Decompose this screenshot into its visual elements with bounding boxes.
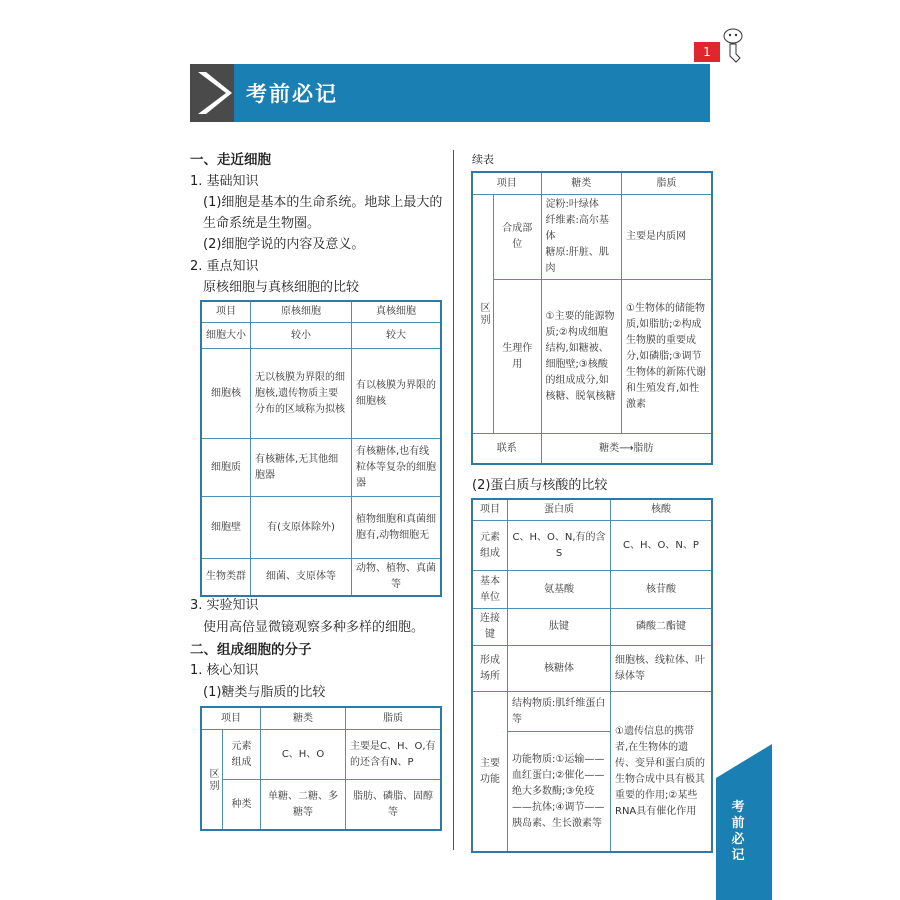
- table-cell: 无以核膜为界限的细胞核,遗传物质主要分布的区域称为拟核: [251, 349, 352, 439]
- table-header: 脂质: [622, 173, 712, 195]
- table-cell: 淀粉:叶绿体 纤维素:高尔基体 糖原:肝脏、肌肉: [541, 195, 621, 280]
- table-header: 项目: [202, 302, 251, 323]
- table-header: 项目: [473, 173, 542, 195]
- table-cell: 联系: [473, 434, 542, 464]
- table-cell: 肽键: [508, 609, 611, 646]
- chevron-right-icon: [190, 64, 234, 122]
- table-cell: 生物类群: [202, 559, 251, 596]
- table-header: 核酸: [611, 500, 712, 521]
- table-cell: 较大: [352, 323, 441, 349]
- paragraph: 生命系统是生物圈。: [203, 216, 321, 231]
- paragraph: (1)糖类与脂质的比较: [203, 685, 326, 700]
- table-cell: 连接键: [473, 609, 508, 646]
- table-header: 糖类: [541, 173, 621, 195]
- table-cell: 有以核膜为界限的细胞核: [352, 349, 441, 439]
- side-tab-label: 考前必记: [731, 800, 745, 863]
- table-cell: 生理作用: [494, 280, 542, 434]
- table-cell: ①主要的能源物质;②构成细胞结构,如糖被、细胞壁;③核酸的组成成分,如核糖、脱氧核糖: [541, 280, 621, 434]
- table-cell: 有核糖体,无其他细胞器: [251, 439, 352, 497]
- subheading: 1. 核心知识: [190, 663, 259, 678]
- column-divider: [453, 150, 454, 850]
- table-cell: 磷酸二酯键: [611, 609, 712, 646]
- table-cell: 种类: [223, 780, 261, 830]
- subheading: 3. 实验知识: [190, 598, 259, 613]
- table-cell: 元素组成: [223, 730, 261, 780]
- page-title: 考前必记: [246, 82, 338, 106]
- table-cell: C、H、O、N,有的含S: [508, 521, 611, 571]
- table-cell: 功能物质:①运输——血红蛋白;②催化——绝大多数酶;③免疫——抗体;④调节——胰岛素、生长激素等: [508, 732, 611, 852]
- table-header: 原核细胞: [251, 302, 352, 323]
- table-cell: 结构物质:肌纤维蛋白等: [508, 692, 611, 732]
- table-cell: 动物、植物、真菌等: [352, 559, 441, 596]
- table-cell: C、H、O、N、P: [611, 521, 712, 571]
- table-cell: 有(支原体除外): [251, 497, 352, 559]
- table-cell: C、H、O: [261, 730, 346, 780]
- sugar-lipid-table-continued: [472, 172, 712, 464]
- table-group-label: 区别: [202, 730, 223, 830]
- paragraph: (1)细胞是基本的生命系统。地球上最大的: [203, 195, 443, 210]
- cell-comparison-table: [201, 301, 441, 596]
- subheading: 2. 重点知识: [190, 259, 259, 274]
- table-cell: 细胞核: [202, 349, 251, 439]
- table-cell: 细胞大小: [202, 323, 251, 349]
- protein-nucleic-table: [472, 499, 712, 852]
- table-cell: 氨基酸: [508, 571, 611, 609]
- table-group-label: 区别: [473, 195, 494, 434]
- table-cell: 基本单位: [473, 571, 508, 609]
- table-cell: 植物细胞和真菌细胞有,动物细胞无: [352, 497, 441, 559]
- table-cell: 合成部位: [494, 195, 542, 280]
- table-header: 项目: [473, 500, 508, 521]
- table-cell: 形成场所: [473, 646, 508, 692]
- table-cell: 主要是C、H、O,有的还含有N、P: [346, 730, 441, 780]
- table-cell: 糖类⟶脂肪: [541, 434, 711, 464]
- table-header: 脂质: [346, 708, 441, 730]
- table-cell: 主要是内质网: [622, 195, 712, 280]
- table-header: 真核细胞: [352, 302, 441, 323]
- mascot-icon: [722, 26, 744, 70]
- table-cell: 细胞质: [202, 439, 251, 497]
- section-heading: 一、走近细胞: [190, 152, 271, 168]
- table-header: 糖类: [261, 708, 346, 730]
- subheading: 1. 基础知识: [190, 174, 259, 189]
- paragraph: (2)细胞学说的内容及意义。: [203, 237, 365, 252]
- page-number: 1: [694, 42, 720, 62]
- table-cell: 细胞壁: [202, 497, 251, 559]
- table-cell: 核糖体: [508, 646, 611, 692]
- table-cell: 元素组成: [473, 521, 508, 571]
- table-cell: 核苷酸: [611, 571, 712, 609]
- paragraph: 使用高倍显微镜观察多种多样的细胞。: [203, 620, 425, 635]
- table-cell: ①生物体的储能物质,如脂肪;②构成生物膜的重要成分,如磷脂;③调节生物体的新陈代谢和生殖发育,如性激素: [622, 280, 712, 434]
- table-cell: 较小: [251, 323, 352, 349]
- continued-label: 续表: [472, 153, 494, 166]
- table-cell: 主要功能: [473, 692, 508, 852]
- table-header: 蛋白质: [508, 500, 611, 521]
- table-cell: 脂肪、磷脂、固醇等: [346, 780, 441, 830]
- table-cell: 单糖、二糖、多糖等: [261, 780, 346, 830]
- paragraph: (2)蛋白质与核酸的比较: [472, 478, 608, 493]
- table-header: 项目: [202, 708, 261, 730]
- section-heading: 二、组成细胞的分子: [190, 642, 312, 658]
- table-cell: 细胞核、线粒体、叶绿体等: [611, 646, 712, 692]
- paragraph: 原核细胞与真核细胞的比较: [203, 280, 360, 295]
- table-cell: ①遗传信息的携带者,在生物体的遗传、变异和蛋白质的生物合成中具有极其重要的作用;②某些RNA具有催化作用: [611, 692, 712, 852]
- table-cell: 细菌、支原体等: [251, 559, 352, 596]
- table-cell: 有核糖体,也有线粒体等复杂的细胞器: [352, 439, 441, 497]
- sugar-lipid-table: [201, 707, 441, 830]
